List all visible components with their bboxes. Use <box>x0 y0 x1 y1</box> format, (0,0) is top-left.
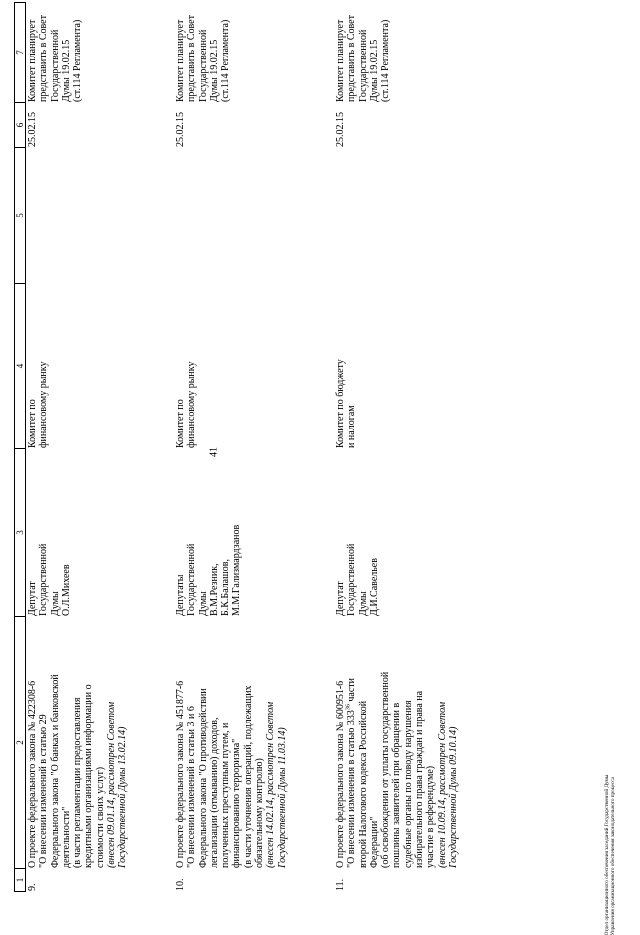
committee-line: финансовому рынку <box>186 361 198 448</box>
bill-line: (в части уточнения операций, подлежащих <box>242 685 254 868</box>
bill-note: (внесен 09.01.14, рассмотрен Советом <box>106 701 118 868</box>
bill-line: Федерации" <box>368 816 380 868</box>
row-11-number: 11. <box>335 878 346 891</box>
plan-line: Думы 19.02.15 <box>208 39 220 102</box>
row-11-committee <box>335 359 358 448</box>
row-11-bill <box>335 672 459 868</box>
bill-line: "О внесении изменений в статью 29 <box>38 714 50 868</box>
bill-line: стоимости своих услуг) <box>94 766 106 868</box>
bill-note: Государственной Думы 09.10.14) <box>447 726 459 868</box>
initiator-line: Депутат <box>27 581 38 616</box>
bill-line: кредитными организациями информации о <box>83 684 95 868</box>
initiator-line: Государственной <box>346 543 358 616</box>
bill-note: (внесен 10.09.14, рассмотрен Советом <box>436 701 448 868</box>
committee-line: и налогам <box>346 405 358 448</box>
initiator-line: Думы <box>49 591 61 616</box>
plan-line: Государственной <box>197 29 209 102</box>
committee-line: финансовому рынку <box>38 361 50 448</box>
bill-line: О проекте федерального закона № 600951-6 <box>335 680 346 868</box>
page-footer <box>604 775 616 935</box>
footer-line-1: Отдел организационного обеспечения заседаний Государственной Думы <box>604 774 610 935</box>
initiator-line: Государственной <box>186 543 198 616</box>
header-col-3: 3 <box>15 449 25 617</box>
initiator-line: О.Л.Михеев <box>60 564 72 616</box>
row-10-number: 10. <box>175 878 186 891</box>
header-col-5: 5 <box>15 148 25 284</box>
article-superscript: 36 <box>345 704 352 711</box>
bills-table <box>14 2 610 892</box>
bill-line: избирательного права граждан и права на <box>414 690 426 868</box>
row-11-date: 25.02.15 <box>335 112 346 147</box>
initiator-line: Д.И.Савельев <box>368 558 380 616</box>
initiator-line: Думы <box>357 591 369 616</box>
bill-line: участие в референдуме) <box>425 765 437 868</box>
header-col-2: 2 <box>15 617 25 869</box>
row-10-initiators <box>175 525 243 616</box>
plan-line: (ст.114 Регламента) <box>72 19 84 102</box>
bill-line: обязательному контролю) <box>254 758 266 868</box>
initiator-line: Б.К.Балашов, <box>220 558 232 616</box>
bill-line: финансированию терроризма" <box>231 738 243 868</box>
bill-note: Государственной Думы 13.02.14) <box>117 726 129 868</box>
bill-line: полученных преступным путем, и <box>220 722 232 868</box>
bill-line: пошлины заявителей при обращении в <box>391 702 403 868</box>
bill-line: О проекте федерального закона № 451877-6 <box>175 680 186 868</box>
bill-line: (об освобождении от уплаты государственной <box>380 671 392 868</box>
bill-note: (внесен 14.02.14, рассмотрен Советом <box>265 701 277 868</box>
row-9-date: 25.02.15 <box>27 112 38 147</box>
plan-line: представить в Совет <box>346 15 358 102</box>
row-9-initiators <box>27 544 72 616</box>
plan-line: Думы 19.02.15 <box>60 39 72 102</box>
plan-line: (ст.114 Регламента) <box>380 19 392 102</box>
plan-line: Комитет планирует <box>175 19 186 102</box>
bill-line-part: части <box>346 677 358 705</box>
bill-line: второй Налогового кодекса Российской <box>357 700 369 868</box>
plan-line: Комитет планирует <box>335 19 346 102</box>
initiator-line: В.М.Резник, <box>208 563 220 616</box>
plan-line: (ст.114 Регламента) <box>220 19 232 102</box>
row-10-plan <box>175 15 231 102</box>
plan-line: Думы 19.02.15 <box>368 39 380 102</box>
header-col-1: 1 <box>15 877 25 883</box>
bill-line: Федерального закона "О противодействии <box>197 688 209 868</box>
committee-line: Комитет по <box>27 399 38 448</box>
initiator-line: Депутаты <box>175 574 186 616</box>
plan-line: представить в Совет <box>186 15 198 102</box>
bill-line: "О внесении изменений в статьи 3 и 6 <box>186 706 198 868</box>
initiator-line: Депутат <box>335 581 346 616</box>
bill-note: Государственной Думы 11.03.14) <box>276 727 288 868</box>
plan-line: Государственной <box>49 29 61 102</box>
bill-line: Федерального закона "О банках и банковской <box>49 674 61 868</box>
page-number: 41 <box>208 447 220 457</box>
initiator-line: М.М.Гализмардзанов <box>231 524 243 616</box>
table-header <box>14 2 26 892</box>
row-10-date: 25.02.15 <box>175 112 186 147</box>
bill-line: деятельности" <box>60 806 72 868</box>
bill-line <box>346 672 357 868</box>
header-col-7: 7 <box>15 3 25 103</box>
row-9-bill <box>27 674 129 868</box>
footer-line-2: Управления организационного обеспечения законодательного процесса <box>610 777 616 935</box>
plan-line: Государственной <box>357 29 369 102</box>
plan-line: представить в Совет <box>38 15 50 102</box>
committee-line: Комитет по <box>175 399 186 448</box>
row-11-initiators <box>335 544 380 616</box>
row-9-number: 9. <box>27 883 38 891</box>
header-col-6: 6 <box>15 103 25 148</box>
committee-line: Комитет по бюджету <box>335 359 346 448</box>
bill-line-part: "О внесении изменения в статью 333 <box>346 710 358 868</box>
row-9-committee <box>27 362 50 449</box>
bill-line: судебные органы по поводу нарушения <box>402 700 414 868</box>
row-11-plan <box>335 15 391 102</box>
row-10-bill <box>175 681 288 868</box>
initiator-line: Думы <box>197 591 209 616</box>
row-10-committee <box>175 362 198 449</box>
header-col-4: 4 <box>15 284 25 449</box>
bill-line: (в части регламентации предоставления <box>72 697 84 868</box>
initiator-line: Государственной <box>38 543 50 616</box>
bill-line: О проекте федерального закона № 422308-6 <box>27 680 38 868</box>
plan-line: Комитет планирует <box>27 19 38 102</box>
row-9-plan <box>27 15 83 102</box>
bill-line: легализации (отмыванию) доходов, <box>208 717 220 868</box>
